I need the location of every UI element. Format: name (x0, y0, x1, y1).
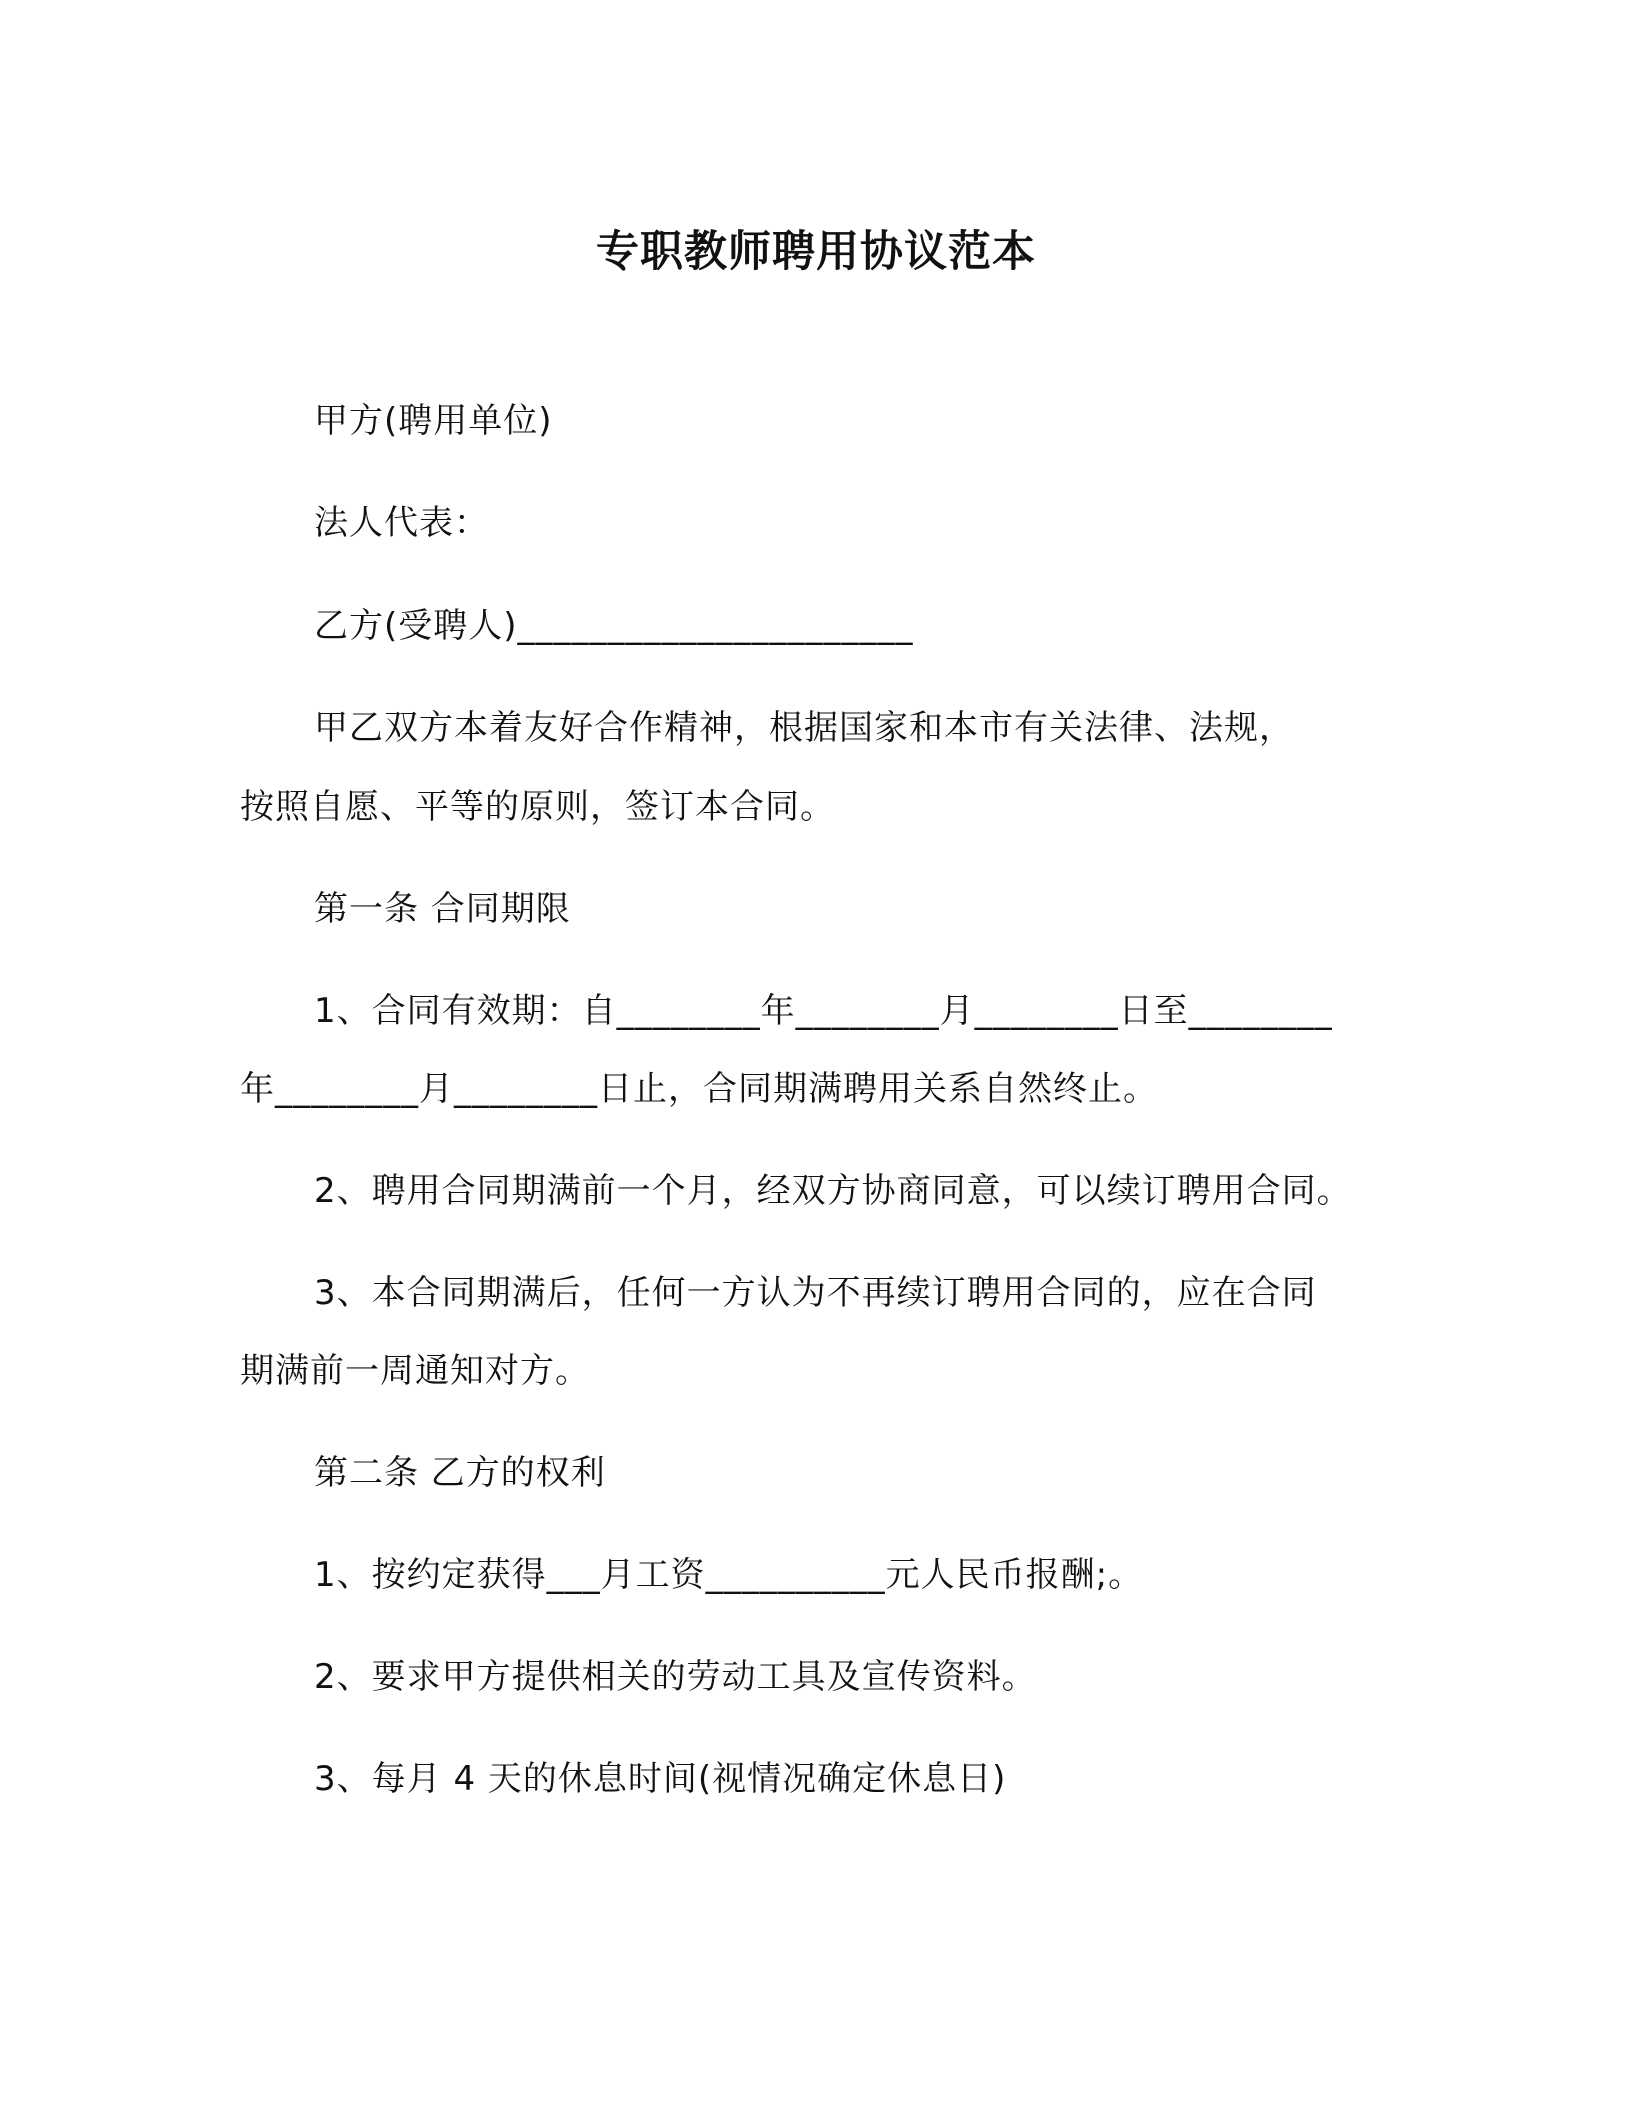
legal-representative-line: 法人代表： (314, 503, 489, 543)
document-title: 专职教师聘用协议范本 (596, 227, 1036, 277)
party-a-line: 甲方(聘用单位) (314, 401, 553, 441)
article1-heading: 第一条 合同期限 (314, 889, 571, 929)
article1-item2: 2、聘用合同期满前一个月，经双方协商同意，可以续订聘用合同。 (314, 1171, 1352, 1211)
party-b-line: 乙方(受聘人)______________________ (314, 606, 914, 646)
article1-item3-line-2: 期满前一周通知对方。 (240, 1351, 590, 1391)
article2-item2: 2、要求甲方提供相关的劳动工具及宣传资料。 (314, 1657, 1037, 1697)
article2-heading: 第二条 乙方的权利 (314, 1453, 606, 1493)
preamble-line-1: 甲乙双方本着友好合作精神，根据国家和本市有关法律、法规， (314, 708, 1294, 748)
preamble-line-2: 按照自愿、平等的原则，签订本合同。 (240, 787, 835, 827)
article1-item3-line-1: 3、本合同期满后，任何一方认为不再续订聘用合同的，应在合同 (314, 1273, 1317, 1313)
article2-item3: 3、每月 4 天的休息时间(视情况确定休息日) (314, 1759, 1007, 1799)
article1-item1-line-2: 年________月________日止，合同期满聘用关系自然终止。 (240, 1069, 1158, 1109)
article1-item1-line-1: 1、合同有效期：自________年________月________日至________ (314, 991, 1333, 1031)
article2-item1: 1、按约定获得___月工资__________元人民币报酬;。 (314, 1555, 1144, 1595)
